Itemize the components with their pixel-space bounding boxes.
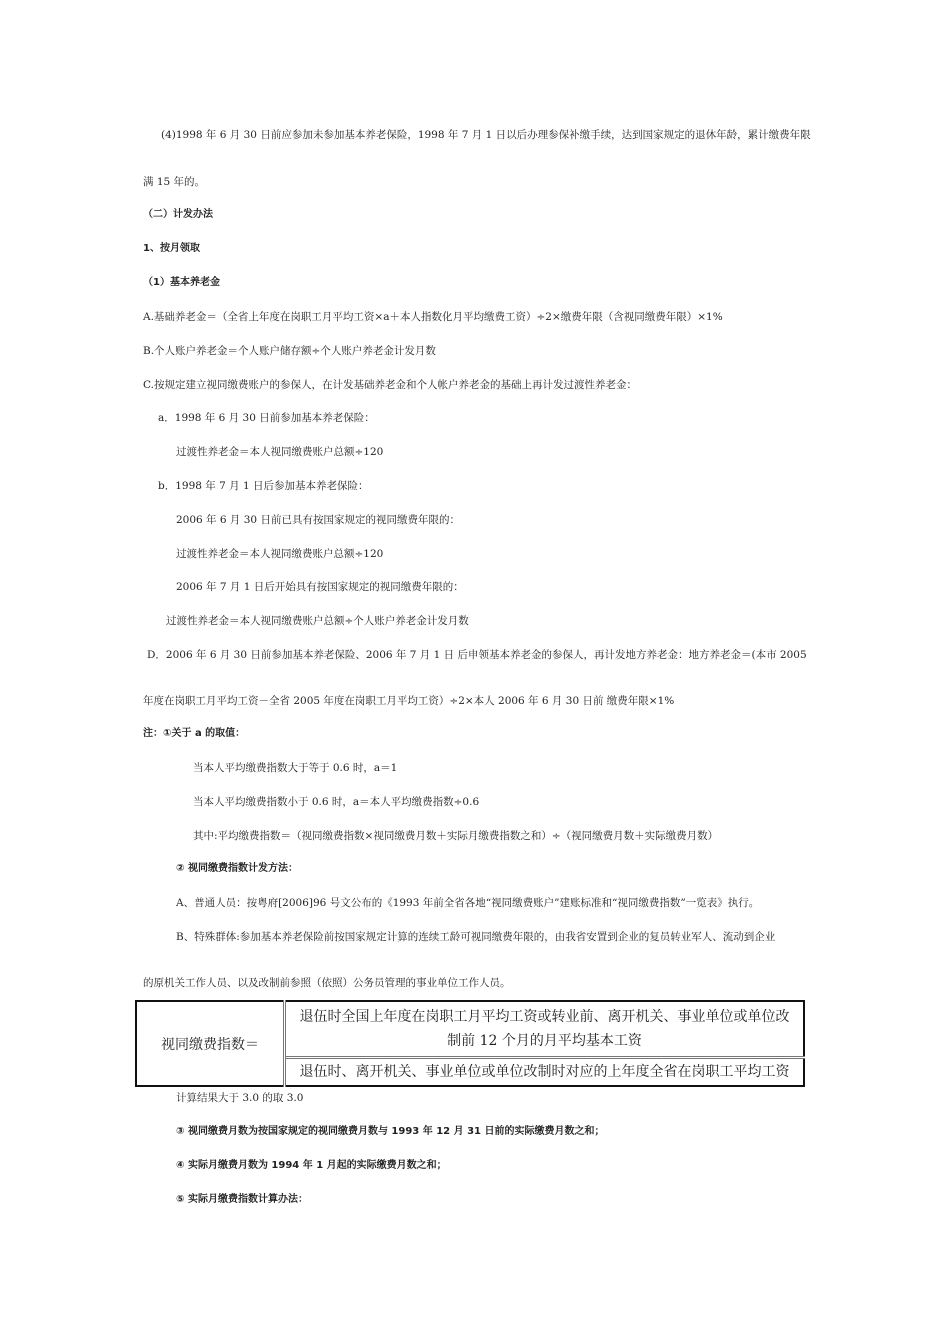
paragraph-line: 年度在岗职工月平均工资－全省 2005 年度在岗职工月平均工资）÷2×本人 2006 年 6 月 30 日前 缴费年限×1% bbox=[143, 695, 675, 707]
formula-line: 过渡性养老金＝本人视同缴费账户总额÷120 bbox=[176, 446, 384, 458]
formula-line: A.基础养老金＝（全省上年度在岗职工月平均工资×a＋本人指数化月平均缴费工资）÷2×缴费年限（含视同缴费年限）×1% bbox=[143, 311, 723, 323]
formula-line: 过渡性养老金＝本人视同缴费账户总额÷个人账户养老金计发月数 bbox=[166, 615, 469, 627]
numerator-line-2: 制前 12 个月的月平均基本工资 bbox=[447, 1033, 642, 1049]
paragraph-line: (4)1998 年 6 月 30 日前应参加未参加基本养老保险，1998 年 7 月 1 日以后办理参保补缴手续，达到国家规定的退休年龄，累计缴费年限 bbox=[161, 129, 811, 141]
note-heading: ④ 实际月缴费月数为 1994 年 1 月起的实际缴费月数之和； bbox=[176, 1160, 447, 1171]
formula-line: 其中:平均缴费指数＝（视同缴费指数×视同缴费月数＋实际月缴费指数之和）÷（视同缴费月数＋实际缴费月数） bbox=[193, 830, 719, 842]
paragraph-line: B、特殊群体:参加基本养老保险前按国家规定计算的连续工龄可视同缴费年限的，由我省安置到企业的复员转业军人、流动到企业 bbox=[176, 931, 776, 943]
note-heading: 注：①关于 a 的取值： bbox=[143, 728, 246, 739]
paragraph-line: 的原机关工作人员、以及改制前参照（依照）公务员管理的事业单位工作人员。 bbox=[143, 977, 511, 989]
note-heading: ③ 视同缴费月数为按国家规定的视同缴费月数与 1993 年 12 月 31 日前的实际缴费月数之和； bbox=[176, 1126, 605, 1137]
subsection-heading: 1、按月领取 bbox=[143, 243, 200, 254]
paragraph-line: A、普通人员：按粤府[2006]96 号文公布的《1993 年前全省各地“视同缴费账户”建账标准和“视同缴费指数”一览表》执行。 bbox=[176, 897, 760, 909]
numerator-line-1: 退伍时全国上年度在岗职工月平均工资或转业前、离开机关、事业单位或单位改 bbox=[299, 1009, 790, 1025]
paragraph-line: 满 15 年的。 bbox=[143, 176, 206, 188]
paragraph-line: D．2006 年 6 月 30 日前参加基本养老保险、2006 年 7 月 1 日 后申领基本养老金的参保人，再计发地方养老金：地方养老金＝(本市 2005 bbox=[147, 649, 807, 661]
formula-denominator: 退伍时、离开机关、事业单位或单位改制时对应的上年度全省在岗职工平均工资 bbox=[285, 1058, 805, 1087]
formula-line: B.个人账户养老金＝个人账户储存额÷个人账户养老金计发月数 bbox=[143, 345, 436, 357]
formula-label: 视同缴费指数＝ bbox=[136, 1001, 285, 1086]
formula-numerator bbox=[285, 1001, 805, 1058]
section-heading: （二）计发办法 bbox=[143, 209, 213, 220]
paragraph-line: 当本人平均缴费指数小于 0.6 时，a＝本人平均缴费指数÷0.6 bbox=[193, 796, 480, 808]
formula-table bbox=[135, 1000, 805, 1087]
subsection-heading: （1）基本养老金 bbox=[143, 277, 220, 288]
note-heading: ⑤ 实际月缴费指数计算办法： bbox=[176, 1194, 308, 1205]
paragraph-line: 2006 年 7 月 1 日后开始具有按国家规定的视同缴费年限的： bbox=[176, 581, 464, 593]
paragraph-line: 计算结果大于 3.0 的取 3.0 bbox=[176, 1092, 304, 1104]
note-heading: ② 视同缴费指数计发方法： bbox=[176, 863, 298, 874]
paragraph-line: 2006 年 6 月 30 日前已具有按国家规定的视同缴费年限的： bbox=[176, 514, 460, 526]
paragraph-line: C.按规定建立视同缴费账户的参保人，在计发基础养老金和个人帐户养老金的基础上再计发过渡性养老金： bbox=[143, 379, 637, 391]
list-item: b．1998 年 7 月 1 日后参加基本养老保险： bbox=[158, 480, 369, 492]
formula-line: 过渡性养老金＝本人视同缴费账户总额÷120 bbox=[176, 548, 384, 560]
list-item: a．1998 年 6 月 30 日前参加基本养老保险： bbox=[158, 412, 375, 424]
paragraph-line: 当本人平均缴费指数大于等于 0.6 时，a＝1 bbox=[193, 762, 398, 774]
